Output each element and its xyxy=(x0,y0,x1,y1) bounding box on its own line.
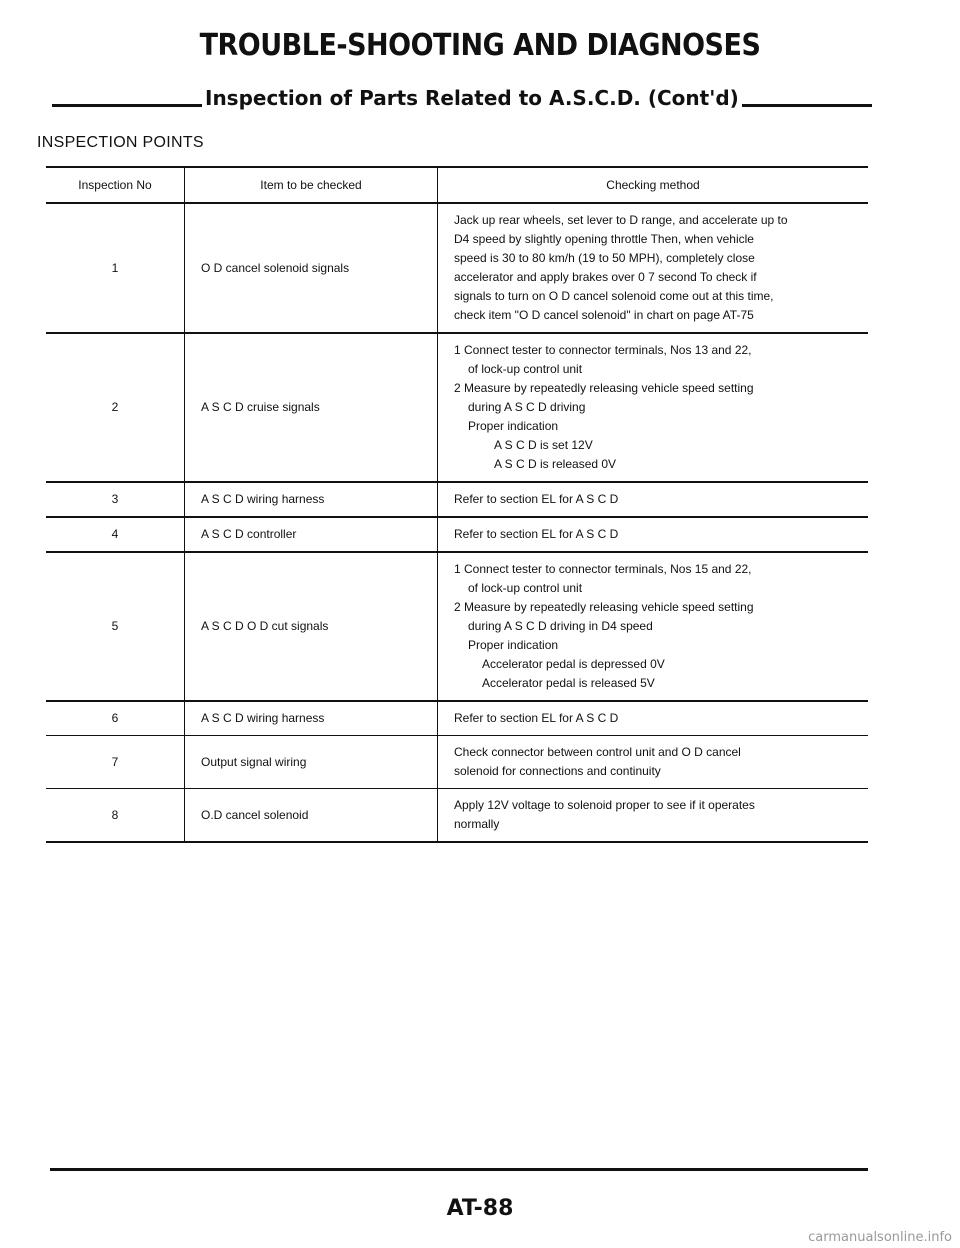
method-line: Check connector between control unit and O D cancel xyxy=(454,745,741,759)
method-line: 2 Measure by repeatedly releasing vehicle speed setting xyxy=(454,600,754,614)
method-line: Refer to section EL for A S C D xyxy=(454,711,619,725)
method-line: during A S C D driving in D4 speed xyxy=(468,619,653,633)
inspection-no: 8 xyxy=(46,789,185,843)
table-header-row xyxy=(46,167,868,203)
subtitle-rule-left xyxy=(52,104,202,107)
header-item-to-be-checked: Item to be checked xyxy=(185,167,438,203)
item-label: O D cancel solenoid signals xyxy=(201,260,350,275)
table-row xyxy=(46,517,868,552)
item-label: A S C D cruise signals xyxy=(201,400,320,414)
item-label: O.D cancel solenoid xyxy=(201,807,309,822)
footer-rule xyxy=(50,1168,868,1171)
method-line: Jack up rear wheels, set lever to D range, and accelerate up to xyxy=(454,213,788,227)
table-row xyxy=(46,482,868,517)
method-line: accelerator and apply brakes over 0 7 second To check if xyxy=(454,270,757,284)
checking-method xyxy=(438,482,869,517)
checking-method xyxy=(438,789,869,843)
method-line: 2 Measure by repeatedly releasing vehicle speed setting xyxy=(454,381,754,395)
checking-method xyxy=(438,333,869,482)
method-line: solenoid for connections and continuity xyxy=(454,764,661,778)
method-line: normally xyxy=(454,817,500,831)
table-row xyxy=(46,203,868,333)
checking-method xyxy=(438,203,869,333)
item-to-be-checked xyxy=(185,701,438,736)
item-to-be-checked xyxy=(185,517,438,552)
table-row xyxy=(46,736,868,789)
method-line: Proper indication xyxy=(468,419,559,433)
table-row xyxy=(46,333,868,482)
checking-method xyxy=(438,552,869,701)
table-row xyxy=(46,552,868,701)
method-line: Refer to section EL for A S C D xyxy=(454,527,619,541)
checking-method xyxy=(438,517,869,552)
method-line: Accelerator pedal is depressed 0V xyxy=(482,657,665,671)
method-line: signals to turn on O D cancel solenoid come out at this time, xyxy=(454,289,774,303)
method-line: of lock-up control unit xyxy=(468,581,583,595)
method-line: A S C D is set 12V xyxy=(494,438,593,452)
item-label: A S C D wiring harness xyxy=(201,711,325,725)
item-to-be-checked xyxy=(185,552,438,701)
method-line: 1 Connect tester to connector terminals, Nos 13 and 22, xyxy=(454,343,752,357)
inspection-no: 5 xyxy=(46,552,185,701)
page-title: TROUBLE-SHOOTING AND DIAGNOSES xyxy=(199,28,761,63)
item-label: A S C D wiring harness xyxy=(201,492,325,506)
method-line: speed is 30 to 80 km/h (19 to 50 MPH), completely close xyxy=(454,251,755,265)
method-line: Proper indication xyxy=(468,638,559,652)
section-heading: INSPECTION POINTS xyxy=(37,134,204,151)
inspection-no: 7 xyxy=(46,736,185,789)
header-checking-method: Checking method xyxy=(606,177,700,192)
page-number: AT-88 xyxy=(446,1196,514,1221)
inspection-no: 1 xyxy=(46,203,185,333)
section-subtitle-row xyxy=(52,84,872,110)
method-line: Accelerator pedal is released 5V xyxy=(482,676,655,690)
item-label: A S C D O D cut signals xyxy=(201,619,329,633)
item-to-be-checked xyxy=(185,789,438,843)
method-line: Refer to section EL for A S C D xyxy=(454,492,619,506)
table-row xyxy=(46,701,868,736)
watermark-link[interactable]: carmanualsonline.info xyxy=(808,1230,952,1245)
checking-method xyxy=(438,701,869,736)
item-to-be-checked xyxy=(185,203,438,333)
table-row xyxy=(46,789,868,843)
subtitle-rule-right xyxy=(742,104,872,107)
item-to-be-checked xyxy=(185,333,438,482)
checking-method xyxy=(438,736,869,789)
method-line: check item "O D cancel solenoid" in chart on page AT-75 xyxy=(454,308,754,322)
section-subtitle: Inspection of Parts Related to A.S.C.D. (Cont'd) xyxy=(205,86,739,110)
method-line: 1 Connect tester to connector terminals, Nos 15 and 22, xyxy=(454,562,752,576)
method-line: during A S C D driving xyxy=(468,400,586,414)
inspection-no: 4 xyxy=(46,517,185,552)
item-to-be-checked xyxy=(185,736,438,789)
method-line: of lock-up control unit xyxy=(468,362,583,376)
inspection-no: 6 xyxy=(46,701,185,736)
inspection-no: 2 xyxy=(46,333,185,482)
header-inspection-no: Inspection No xyxy=(46,167,185,203)
item-to-be-checked xyxy=(185,482,438,517)
item-label: Output signal wiring xyxy=(201,754,307,769)
method-line: A S C D is released 0V xyxy=(494,457,617,471)
item-label: A S C D controller xyxy=(201,527,297,541)
inspection-no: 3 xyxy=(46,482,185,517)
method-line: D4 speed by slightly opening throttle Then, when vehicle xyxy=(454,232,754,246)
method-line: Apply 12V voltage to solenoid proper to see if it operates xyxy=(454,798,755,812)
inspection-table xyxy=(46,166,868,843)
